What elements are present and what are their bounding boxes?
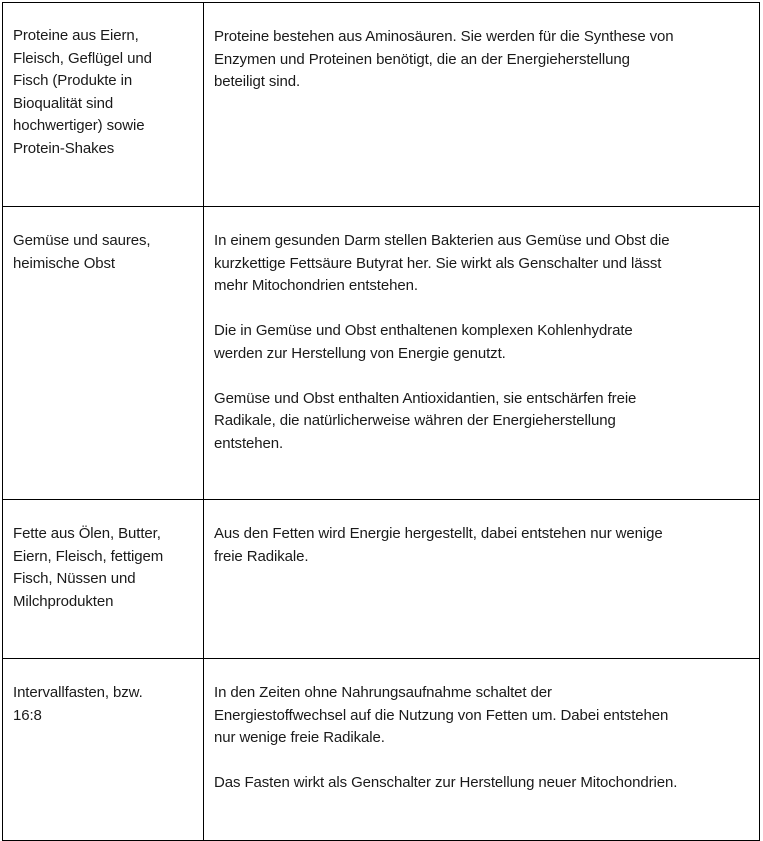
effect-paragraph: In den Zeiten ohne Nahrungsaufnahme schaltet der Energiestoffwechsel auf die Nutzung von Fetten um. Dabei entstehen nur wenige freie Radikale. <box>214 684 669 746</box>
effect-paragraph: Aus den Fetten wird Energie hergestellt, dabei entstehen nur wenige freie Radikale. <box>214 525 663 565</box>
food-source-cell: Fette aus Ölen, Butter, Eiern, Fleisch, fettigem Fisch, Nüssen und Milchprodukten <box>3 500 204 659</box>
effect-cell <box>204 659 760 841</box>
effect-paragraph: Die in Gemüse und Obst enthaltenen komplexen Kohlenhydrate werden zur Herstellung von Energie genutzt. <box>214 322 633 362</box>
table-row <box>3 500 760 659</box>
effect-paragraph: In einem gesunden Darm stellen Bakterien aus Gemüse und Obst die kurzkettige Fettsäure Butyrat her. Sie wirkt als Genschalter und lässt mehr Mitochondrien entstehen. <box>214 232 670 294</box>
effect-paragraph: Proteine bestehen aus Aminosäuren. Sie werden für die Synthese von Enzymen und Proteinen benötigt, die an der Energieherstellung beteiligt sind. <box>214 28 674 90</box>
food-source-cell: Proteine aus Eiern, Fleisch, Geflügel und Fisch (Produkte in Bioqualität sind hochwertiger) sowie Protein-Shakes <box>3 3 204 207</box>
effect-paragraph: Gemüse und Obst enthalten Antioxidantien, sie entschärfen freie Radikale, die natürlicherweise währen der Energieherstellung entstehen. <box>214 389 637 452</box>
effect-paragraph: Das Fasten wirkt als Genschalter zur Herstellung neuer Mitochondrien. <box>214 774 678 791</box>
table-row <box>3 659 760 841</box>
effect-cell <box>204 3 760 207</box>
food-source-cell: Intervallfasten, bzw. 16:8 <box>3 659 204 841</box>
food-source-cell: Gemüse und saures, heimische Obst <box>3 207 204 500</box>
table-row <box>3 3 760 207</box>
nutrition-table <box>2 2 760 841</box>
table-row <box>3 207 760 500</box>
effect-cell <box>204 500 760 659</box>
effect-cell <box>204 207 760 500</box>
